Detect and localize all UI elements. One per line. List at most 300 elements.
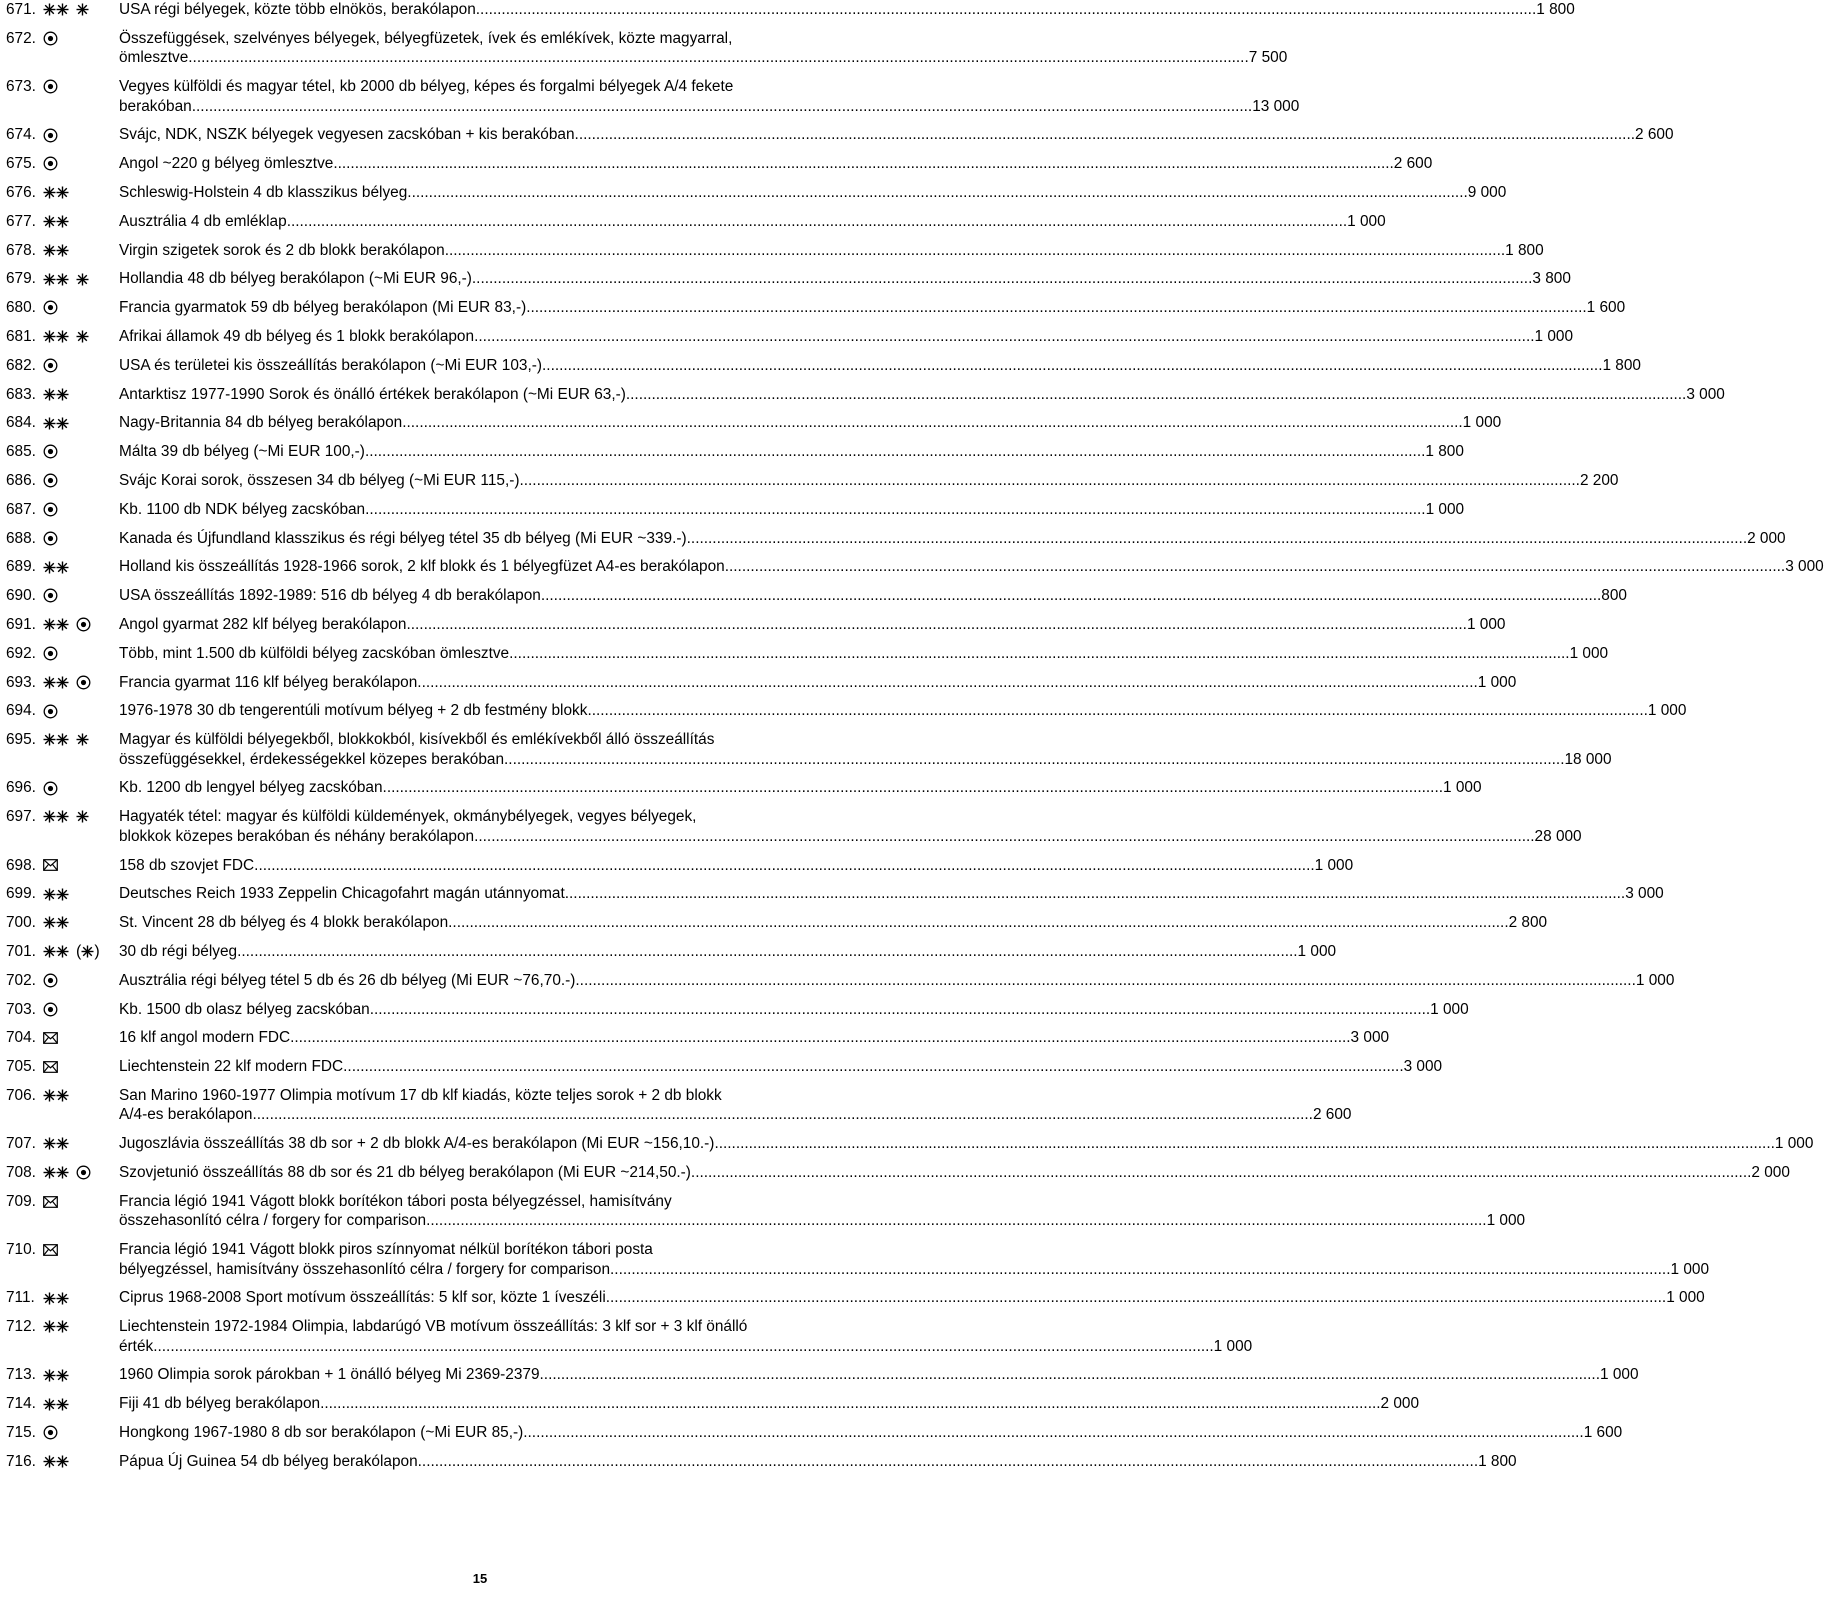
description-last-line — [119, 1105, 1351, 1125]
dot-leader — [691, 1163, 1751, 1183]
condition-marks — [43, 298, 119, 318]
condition-marks — [43, 212, 119, 232]
lot-number: 679. — [6, 270, 36, 288]
mint-never-hinged-icon — [43, 1089, 69, 1102]
description-text: Hongkong 1967-1980 8 db sor berakólapon (~Mi EUR 85,-) — [119, 1424, 524, 1442]
starting-price: 1 800 — [1536, 1, 1575, 18]
lot-description — [119, 241, 1544, 261]
description-last-line — [119, 125, 1674, 145]
lot-row — [6, 1452, 1517, 1472]
description-text: Nagy-Britannia 84 db bélyeg berakólapon — [119, 414, 403, 432]
lot-description — [119, 29, 1287, 68]
dot-leader — [365, 442, 1425, 462]
starting-price: 1 000 — [1425, 500, 1465, 518]
lot-number: 672. — [6, 29, 36, 47]
used-stamp-icon — [43, 646, 58, 661]
dot-leader — [474, 827, 1534, 847]
condition-marks — [43, 154, 119, 174]
description-text: USA összeállítás 1892-1989: 516 db bélyeg 4 db berakólapon — [119, 587, 541, 605]
condition-marks — [43, 1192, 119, 1212]
mint-never-hinged-icon — [43, 1166, 69, 1179]
description-text: Pápua Új Guinea 54 db bélyeg berakólapon — [119, 1452, 418, 1470]
description-text: berakóban — [119, 97, 192, 115]
description-text: Francia gyarmat 116 klf bélyeg berakólapon — [119, 673, 418, 691]
lot-description — [119, 1423, 1622, 1443]
starting-price: 1 000 — [1314, 856, 1354, 874]
used-stamp-icon — [43, 1425, 58, 1440]
lot-number: 686. — [6, 471, 36, 489]
lot-description — [119, 77, 1299, 116]
lot-number: 714. — [6, 1395, 36, 1413]
cover-envelope-icon — [43, 1032, 58, 1044]
lot-row — [6, 356, 1641, 376]
lot-number: 708. — [6, 1163, 36, 1181]
lot-row — [6, 1086, 1352, 1125]
lot-description — [119, 1000, 1469, 1020]
lot-number: 676. — [6, 183, 36, 201]
lot-number: 707. — [6, 1135, 36, 1153]
dot-leader — [542, 356, 1602, 376]
description-text: 158 db szovjet FDC — [119, 856, 255, 874]
lot-number: 699. — [6, 885, 36, 903]
lot-description — [119, 269, 1571, 289]
lot-row — [6, 942, 1337, 962]
description-text: Angol ~220 g bélyeg ömlesztve — [119, 155, 334, 173]
lot-row — [6, 1240, 1709, 1279]
lot-number: 694. — [6, 702, 36, 720]
lot-row — [6, 125, 1674, 145]
lot-row — [6, 0, 1575, 20]
description-text: 30 db régi bélyeg — [119, 942, 238, 960]
lot-row — [6, 1288, 1705, 1308]
lot-number: 701. — [6, 942, 36, 960]
dot-leader — [418, 1452, 1478, 1472]
description-last-line — [119, 1134, 1813, 1154]
starting-price: 13 000 — [1252, 97, 1300, 115]
description-last-line — [119, 701, 1686, 721]
description-last-line — [119, 942, 1336, 962]
lot-row — [6, 1028, 1390, 1048]
used-stamp-icon — [43, 79, 58, 94]
lot-number: 690. — [6, 587, 36, 605]
lot-number: 716. — [6, 1452, 36, 1470]
description-text: bélyegzéssel, hamisítvány összehasonlító célra / forgery for comparison — [119, 1260, 611, 1278]
mint-hinged-icon — [76, 810, 89, 823]
description-text: Holland kis összeállítás 1928-1966 sorok, 2 klf blokk és 1 bélyegfüzet A4-es berakólapon — [119, 558, 725, 576]
description-text: Svájc Korai sorok, összesen 34 db bélyeg (~Mi EUR 115,-) — [119, 471, 520, 489]
description-last-line — [119, 1394, 1419, 1414]
condition-marks — [43, 913, 119, 933]
description-text: Schleswig-Holstein 4 db klasszikus bélyeg — [119, 183, 408, 201]
dot-leader — [575, 971, 1635, 991]
lot-description — [119, 529, 1786, 549]
mint-never-hinged-icon — [43, 273, 69, 286]
starting-price: 2 800 — [1508, 914, 1548, 932]
starting-price: 1 000 — [1647, 702, 1687, 720]
lot-description — [119, 327, 1573, 347]
description-text: Kb. 1200 db lengyel bélyeg zacskóban — [119, 779, 383, 797]
description-line: Hagyaték tétel: magyar és külföldi küldemények, okmánybélyegek, vegyes bélyegek, — [119, 808, 697, 826]
dot-leader — [526, 298, 1586, 318]
description-last-line — [119, 183, 1506, 203]
lot-description — [119, 212, 1386, 232]
lot-row — [6, 1365, 1639, 1385]
lot-number: 703. — [6, 1000, 36, 1018]
starting-price: 1 000 — [1486, 1212, 1526, 1230]
starting-price: 1 000 — [1466, 615, 1506, 633]
starting-price: 1 000 — [1635, 971, 1675, 989]
lot-row — [6, 1163, 1790, 1183]
starting-price: 1 000 — [1477, 673, 1517, 691]
dot-leader — [509, 644, 1569, 664]
mint-never-hinged-icon — [43, 3, 69, 16]
mint-hinged-icon — [76, 733, 89, 746]
description-text: Málta 39 db bélyeg (~Mi EUR 100,-) — [119, 443, 365, 461]
dot-leader — [504, 750, 1564, 770]
lot-row — [6, 1317, 1253, 1356]
lot-description — [119, 471, 1618, 491]
description-last-line — [119, 884, 1664, 904]
condition-marks — [43, 856, 119, 876]
description-last-line — [119, 442, 1464, 462]
lot-row — [6, 1423, 1623, 1443]
starting-price: 1 000 — [1462, 414, 1502, 432]
used-stamp-icon — [43, 444, 58, 459]
lot-row — [6, 856, 1354, 876]
lot-description — [119, 1240, 1709, 1279]
description-last-line — [119, 1452, 1517, 1472]
starting-price: 1 800 — [1425, 443, 1464, 461]
lot-description — [119, 1317, 1252, 1356]
mint-never-hinged-icon — [43, 810, 69, 823]
used-stamp-icon — [43, 1002, 58, 1017]
starting-price: 2 000 — [1747, 529, 1786, 547]
dot-leader — [445, 241, 1505, 261]
mint-hinged-icon — [76, 273, 89, 286]
lot-row — [6, 385, 1725, 405]
description-last-line — [119, 1260, 1709, 1280]
description-text: 1960 Olimpia sorok párokban + 1 önálló bélyeg Mi 2369-2379 — [119, 1366, 540, 1384]
description-last-line — [119, 856, 1353, 876]
starting-price: 3 000 — [1350, 1029, 1390, 1047]
dot-leader — [448, 913, 1508, 933]
starting-price: 1 600 — [1583, 1424, 1623, 1442]
description-last-line — [119, 97, 1299, 117]
condition-marks — [43, 1000, 119, 1020]
description-text: Svájc, NDK, NSZK bélyegek vegyesen zacskóban + kis berakóban — [119, 126, 575, 144]
lot-description — [119, 644, 1608, 664]
condition-marks — [43, 971, 119, 991]
dot-leader — [540, 1365, 1600, 1385]
mint-never-hinged-icon — [43, 1398, 69, 1411]
description-text: Ausztrália régi bélyeg tétel 5 db és 26 db bélyeg (Mi EUR ~76,70.-) — [119, 971, 576, 989]
description-text: Kb. 1100 db NDK bélyeg zacskóban — [119, 500, 366, 518]
description-text: Hollandia 48 db bélyeg berakólapon (~Mi EUR 96,-) — [119, 270, 472, 288]
condition-marks — [43, 1086, 119, 1106]
description-text: Kanada és Újfundland klasszikus és régi bélyeg tétel 35 db bélyeg (Mi EUR ~339.-) — [119, 529, 687, 547]
lot-number: 680. — [6, 299, 36, 317]
condition-marks — [43, 673, 119, 693]
lot-number: 685. — [6, 443, 36, 461]
used-stamp-icon — [76, 617, 91, 632]
description-line: Francia légió 1941 Vágott blokk piros színnyomat nélkül borítékon tábori posta — [119, 1241, 653, 1259]
dot-leader — [383, 778, 1443, 798]
description-last-line — [119, 1057, 1442, 1077]
description-last-line — [119, 471, 1618, 491]
condition-marks — [43, 183, 119, 203]
lot-description — [119, 385, 1725, 405]
page-number: 15 — [472, 1571, 488, 1586]
condition-marks — [43, 327, 119, 347]
lot-row — [6, 778, 1482, 798]
lot-description — [119, 356, 1641, 376]
dot-leader — [725, 557, 1785, 577]
description-text: USA régi bélyegek, közte több elnökös, berakólapon — [119, 1, 476, 18]
lot-description — [119, 154, 1432, 174]
mint-never-hinged-icon — [43, 1369, 69, 1382]
lot-description — [119, 942, 1336, 962]
starting-price: 3 800 — [1532, 270, 1571, 288]
description-line: Összefüggések, szelvényes bélyegek, bélyegfüzetek, ívek és emlékívek, közte magyarral, — [119, 29, 733, 47]
condition-marks — [43, 269, 119, 289]
lot-description — [119, 856, 1353, 876]
condition-marks — [43, 644, 119, 664]
cover-envelope-icon — [43, 1196, 58, 1208]
lot-description — [119, 1028, 1389, 1048]
description-line: Liechtenstein 1972-1984 Olimpia, labdarúgó VB motívum összeállítás: 3 klf sor + 3 klf önálló — [119, 1318, 748, 1336]
condition-marks — [43, 529, 119, 549]
starting-price: 800 — [1601, 587, 1627, 605]
description-last-line — [119, 1423, 1622, 1443]
lot-number: 705. — [6, 1058, 36, 1076]
dot-leader — [252, 1105, 1312, 1125]
dot-leader — [417, 673, 1477, 693]
description-text: Kb. 1500 db olasz bélyeg zacskóban — [119, 1000, 370, 1018]
lot-number: 711. — [6, 1289, 35, 1307]
condition-marks — [43, 442, 119, 462]
starting-price: 1 800 — [1478, 1452, 1517, 1470]
starting-price: 1 000 — [1430, 1000, 1469, 1018]
lot-number: 691. — [6, 615, 36, 633]
description-last-line — [119, 1163, 1790, 1183]
starting-price: 28 000 — [1534, 827, 1582, 845]
used-stamp-icon — [43, 502, 58, 517]
lot-description — [119, 807, 1582, 846]
description-text: Jugoszlávia összeállítás 38 db sor + 2 db blokk A/4-es berakólapon (Mi EUR ~156,10.-) — [119, 1135, 715, 1153]
starting-price: 2 200 — [1579, 471, 1619, 489]
description-last-line — [119, 241, 1544, 261]
cover-envelope-icon — [43, 1061, 58, 1073]
mint-never-hinged-icon — [43, 186, 69, 199]
lot-row — [6, 557, 1824, 577]
condition-marks — [43, 586, 119, 606]
lot-description — [119, 1192, 1525, 1231]
lot-row — [6, 1192, 1526, 1231]
description-last-line — [119, 557, 1824, 577]
condition-marks — [43, 356, 119, 376]
description-last-line — [119, 1288, 1705, 1308]
mint-never-hinged-icon — [43, 561, 69, 574]
lot-row — [6, 807, 1582, 846]
lot-number: 687. — [6, 500, 36, 518]
mint-never-hinged-icon — [43, 618, 69, 631]
dot-leader — [474, 327, 1534, 347]
mint-never-hinged-icon — [43, 330, 69, 343]
starting-price: 1 000 — [1443, 779, 1482, 797]
lot-description — [119, 884, 1664, 904]
condition-marks — [43, 730, 119, 750]
condition-marks — [43, 701, 119, 721]
dot-leader — [153, 1337, 1213, 1357]
used-stamp-icon — [76, 675, 91, 690]
description-last-line — [119, 1211, 1525, 1231]
description-last-line — [119, 971, 1674, 991]
lot-description — [119, 778, 1482, 798]
starting-price: 1 600 — [1586, 299, 1626, 317]
lot-description — [119, 586, 1627, 606]
condition-marks — [43, 125, 119, 145]
description-line: Magyar és külföldi bélyegekből, blokkokból, kisívekből és emlékívekből álló összeállítás — [119, 731, 715, 749]
dot-leader — [575, 125, 1635, 145]
lot-number: 715. — [6, 1424, 36, 1442]
condition-marks — [43, 1240, 119, 1260]
dot-leader — [320, 1394, 1380, 1414]
lot-row — [6, 212, 1386, 232]
lot-description — [119, 1452, 1517, 1472]
starting-price: 1 000 — [1774, 1135, 1814, 1153]
lot-row — [6, 1000, 1469, 1020]
description-text: összehasonlító célra / forgery for comparison — [119, 1212, 427, 1230]
description-last-line — [119, 1337, 1252, 1357]
used-stamp-icon — [43, 358, 58, 373]
description-last-line — [119, 298, 1625, 318]
lot-description — [119, 1057, 1442, 1077]
condition-marks — [43, 385, 119, 405]
lot-row — [6, 154, 1433, 174]
condition-marks — [43, 615, 119, 635]
lot-description — [119, 1365, 1639, 1385]
lot-row — [6, 529, 1786, 549]
lot-number: 677. — [6, 212, 36, 230]
description-last-line — [119, 413, 1501, 433]
lot-row — [6, 701, 1687, 721]
lot-description — [119, 730, 1612, 769]
starting-price: 2 000 — [1380, 1395, 1420, 1413]
condition-marks — [43, 557, 119, 577]
dot-leader — [626, 385, 1686, 405]
starting-price: 2 600 — [1312, 1106, 1352, 1124]
description-text: A/4-es berakólapon — [119, 1106, 253, 1124]
dot-leader — [523, 1423, 1583, 1443]
lot-row — [6, 241, 1544, 261]
lot-description — [119, 1288, 1705, 1308]
description-text: Angol gyarmat 282 klf bélyeg berakólapon — [119, 615, 407, 633]
starting-price: 3 000 — [1625, 885, 1664, 903]
lot-number: 688. — [6, 529, 36, 547]
lot-row — [6, 442, 1464, 462]
description-last-line — [119, 529, 1786, 549]
starting-price: 7 500 — [1248, 49, 1288, 67]
description-text: Deutsches Reich 1933 Zeppelin Chicagofahrt magán utánnyomat — [119, 885, 565, 903]
used-stamp-icon — [43, 588, 58, 603]
dot-leader — [565, 884, 1625, 904]
condition-marks — [43, 807, 119, 827]
starting-price: 1 000 — [1534, 327, 1574, 345]
mint-never-hinged-icon — [43, 388, 69, 401]
lot-number: 689. — [6, 558, 36, 576]
lot-row — [6, 1134, 1814, 1154]
description-text: 1976-1978 30 db tengerentúli motívum bélyeg + 2 db festmény blokk — [119, 702, 588, 720]
condition-marks — [43, 778, 119, 798]
lot-number: 713. — [6, 1366, 36, 1384]
description-text: Fiji 41 db bélyeg berakólapon — [119, 1395, 321, 1413]
used-stamp-icon — [43, 31, 58, 46]
condition-marks — [43, 77, 119, 97]
dot-leader — [714, 1134, 1774, 1154]
condition-marks — [43, 1365, 119, 1385]
lot-description — [119, 298, 1625, 318]
mint-never-hinged-icon — [43, 1455, 69, 1468]
condition-marks — [43, 500, 119, 520]
used-stamp-icon — [43, 973, 58, 988]
starting-price: 1 000 — [1670, 1260, 1709, 1278]
description-text: ömlesztve — [119, 49, 189, 67]
lot-row — [6, 971, 1675, 991]
mint-hinged-icon — [76, 3, 89, 16]
description-last-line — [119, 827, 1582, 847]
description-last-line — [119, 1365, 1639, 1385]
dot-leader — [370, 1000, 1430, 1020]
description-last-line — [119, 385, 1725, 405]
lot-number: 712. — [6, 1318, 36, 1336]
lot-description — [119, 913, 1547, 933]
mint-never-hinged-icon — [43, 676, 69, 689]
lot-row — [6, 413, 1502, 433]
lot-row — [6, 644, 1609, 664]
cover-envelope-icon — [43, 1244, 58, 1256]
starting-price: 3 000 — [1686, 385, 1725, 403]
mint-never-hinged-icon — [43, 733, 69, 746]
description-text: Liechtenstein 22 klf modern FDC — [119, 1058, 344, 1076]
lot-description — [119, 500, 1464, 520]
description-text: Szovjetunió összeállítás 88 db sor és 21 db bélyeg berakólapon (Mi EUR ~214,50.-) — [119, 1163, 691, 1181]
starting-price: 1 000 — [1569, 644, 1609, 662]
dot-leader — [406, 615, 1466, 635]
lot-row — [6, 1394, 1420, 1414]
description-last-line — [119, 356, 1641, 376]
condition-marks — [43, 1028, 119, 1048]
description-text: USA és területei kis összeállítás berakólapon (~Mi EUR 103,-) — [119, 356, 543, 374]
lot-number: 678. — [6, 241, 36, 259]
condition-marks — [43, 413, 119, 433]
starting-price: 1 800 — [1505, 241, 1544, 259]
dot-leader — [407, 183, 1467, 203]
lot-row — [6, 77, 1300, 116]
dot-leader — [402, 413, 1462, 433]
condition-marks — [43, 1452, 119, 1472]
description-last-line — [119, 615, 1505, 635]
condition-marks — [43, 1163, 119, 1183]
dot-leader — [343, 1057, 1403, 1077]
description-text: érték — [119, 1337, 154, 1355]
starting-price: 9 000 — [1467, 183, 1507, 201]
starting-price: 1 000 — [1213, 1337, 1253, 1355]
starting-price: 1 000 — [1297, 942, 1337, 960]
lot-row — [6, 884, 1664, 904]
lot-number: 683. — [6, 385, 36, 403]
description-line: Vegyes külföldi és magyar tétel, kb 2000 db bélyeg, képes és forgalmi bélyegek A/4 fekete — [119, 78, 734, 96]
dot-leader — [541, 586, 1601, 606]
